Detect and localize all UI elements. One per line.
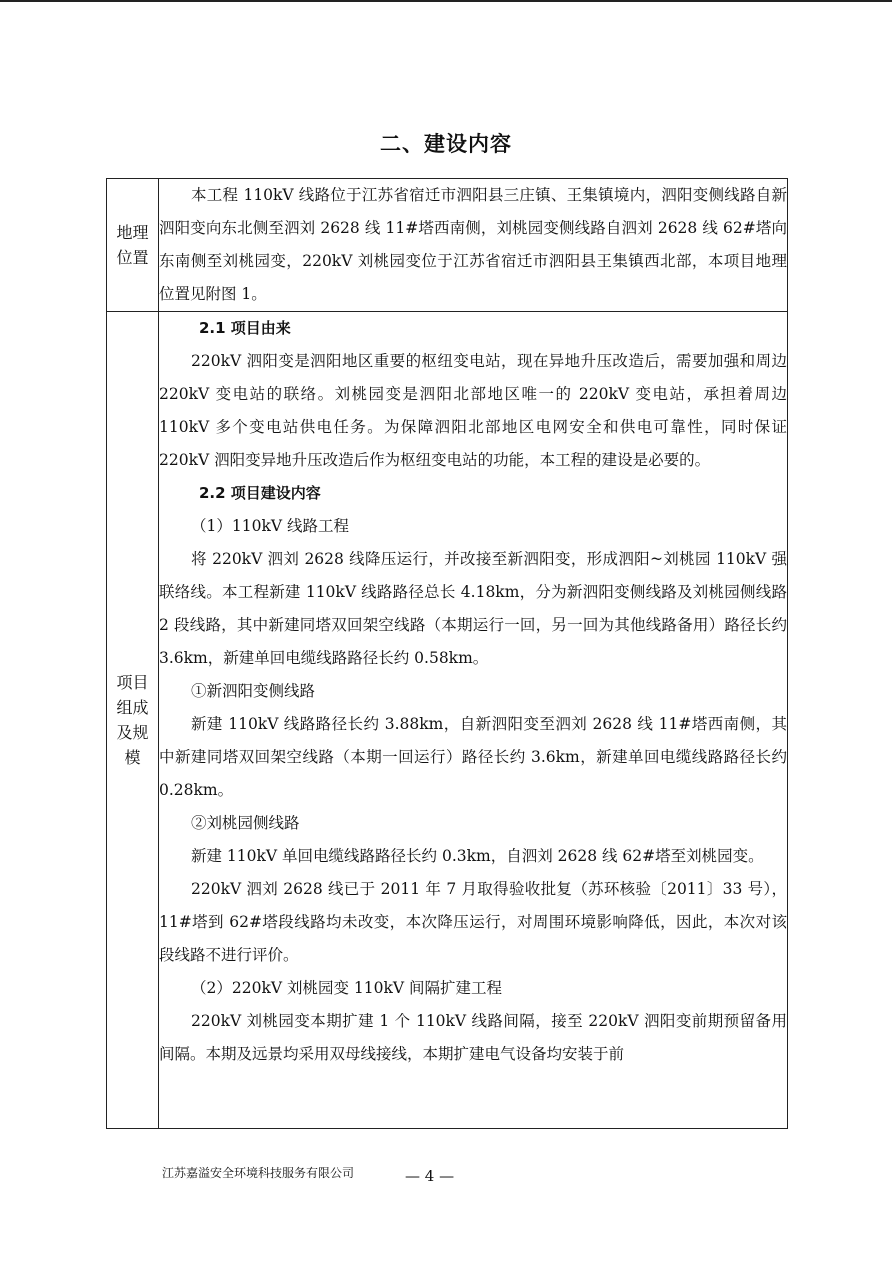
table-row-composition [107, 312, 788, 1129]
label-line: 位置 [116, 248, 149, 267]
paragraph: 新建 110kV 线路路径长约 3.88km，自新泗阳变至泗刘 2628 线 11#塔西南侧，其中新建同塔双回架空线路（本期一回运行）路径长约 3.6km，新建单回电缆线路路径长约 0.28km。 [159, 715, 787, 799]
subsection-heading: 2.2 项目建设内容 [199, 484, 321, 502]
label-line: 及规 [116, 723, 149, 742]
label-line: 项目 [116, 673, 149, 692]
label-line: 模 [124, 748, 141, 767]
label-line: 组成 [116, 698, 149, 717]
item-heading: ②刘桃园侧线路 [191, 814, 300, 832]
item-heading: （1）110kV 线路工程 [191, 517, 349, 535]
row-label-location [107, 179, 159, 312]
paragraph: 将 220kV 泗刘 2628 线降压运行，并改接至新泗阳变，形成泗阳~刘桃园 110kV 强联络线。本工程新建 110kV 线路路径总长 4.18km，分为新泗阳变侧线路及刘桃园侧线路 2 段线路，其中新建同塔双回架空线路（本期运行一回，另一回为其他线路备用）路径长约 3.6km，新建单回电缆线路路径长约 0.58km。 [159, 550, 787, 667]
section-heading: 二、建设内容 [380, 132, 512, 156]
subsection-heading: 2.1 项目由来 [199, 319, 291, 337]
item-heading: （2）220kV 刘桃园变 110kV 间隔扩建工程 [191, 979, 502, 997]
item-heading: ①新泗阳变侧线路 [191, 682, 316, 700]
content-table [106, 178, 788, 1129]
row-content-location [159, 179, 788, 312]
row-label-composition [107, 312, 159, 1129]
label-line: 地理 [116, 223, 149, 242]
page-number: — 4 — [405, 1167, 455, 1185]
table-row-location [107, 179, 788, 312]
footer-company: 江苏嘉溢安全环境科技服务有限公司 [162, 1166, 355, 1180]
paragraph: 本工程 110kV 线路位于江苏省宿迁市泗阳县三庄镇、王集镇境内，泗阳变侧线路自新泗阳变向东北侧至泗刘 2628 线 11#塔西南侧，刘桃园变侧线路自泗刘 2628 线 62#塔向东南侧至刘桃园变，220kV 刘桃园变位于江苏省宿迁市泗阳县王集镇西北部，本项目地理位置见附图 1。 [159, 186, 787, 303]
paragraph: 220kV 泗阳变是泗阳地区重要的枢纽变电站，现在异地升压改造后，需要加强和周边 220kV 变电站的联络。刘桃园变是泗阳北部地区唯一的 220kV 变电站，承担着周边 110kV 多个变电站供电任务。为保障泗阳北部地区电网安全和供电可靠性，同时保证 220kV 泗阳变异地升压改造后作为枢纽变电站的功能，本工程的建设是必要的。 [159, 352, 787, 469]
top-border-line [0, 0, 892, 2]
paragraph: 220kV 刘桃园变本期扩建 1 个 110kV 线路间隔，接至 220kV 泗阳变前期预留备用间隔。本期及远景均采用双母线接线，本期扩建电气设备均安装于前 [159, 1012, 787, 1063]
paragraph: 220kV 泗刘 2628 线已于 2011 年 7 月取得验收批复（苏环核验〔2011〕33 号），11#塔到 62#塔段线路均未改变，本次降压运行，对周围环境影响降低，因此，本次对该段线路不进行评价。 [159, 880, 787, 964]
row-content-composition [159, 312, 788, 1129]
paragraph: 新建 110kV 单回电缆线路路径长约 0.3km，自泗刘 2628 线 62#塔至刘桃园变。 [191, 847, 764, 865]
